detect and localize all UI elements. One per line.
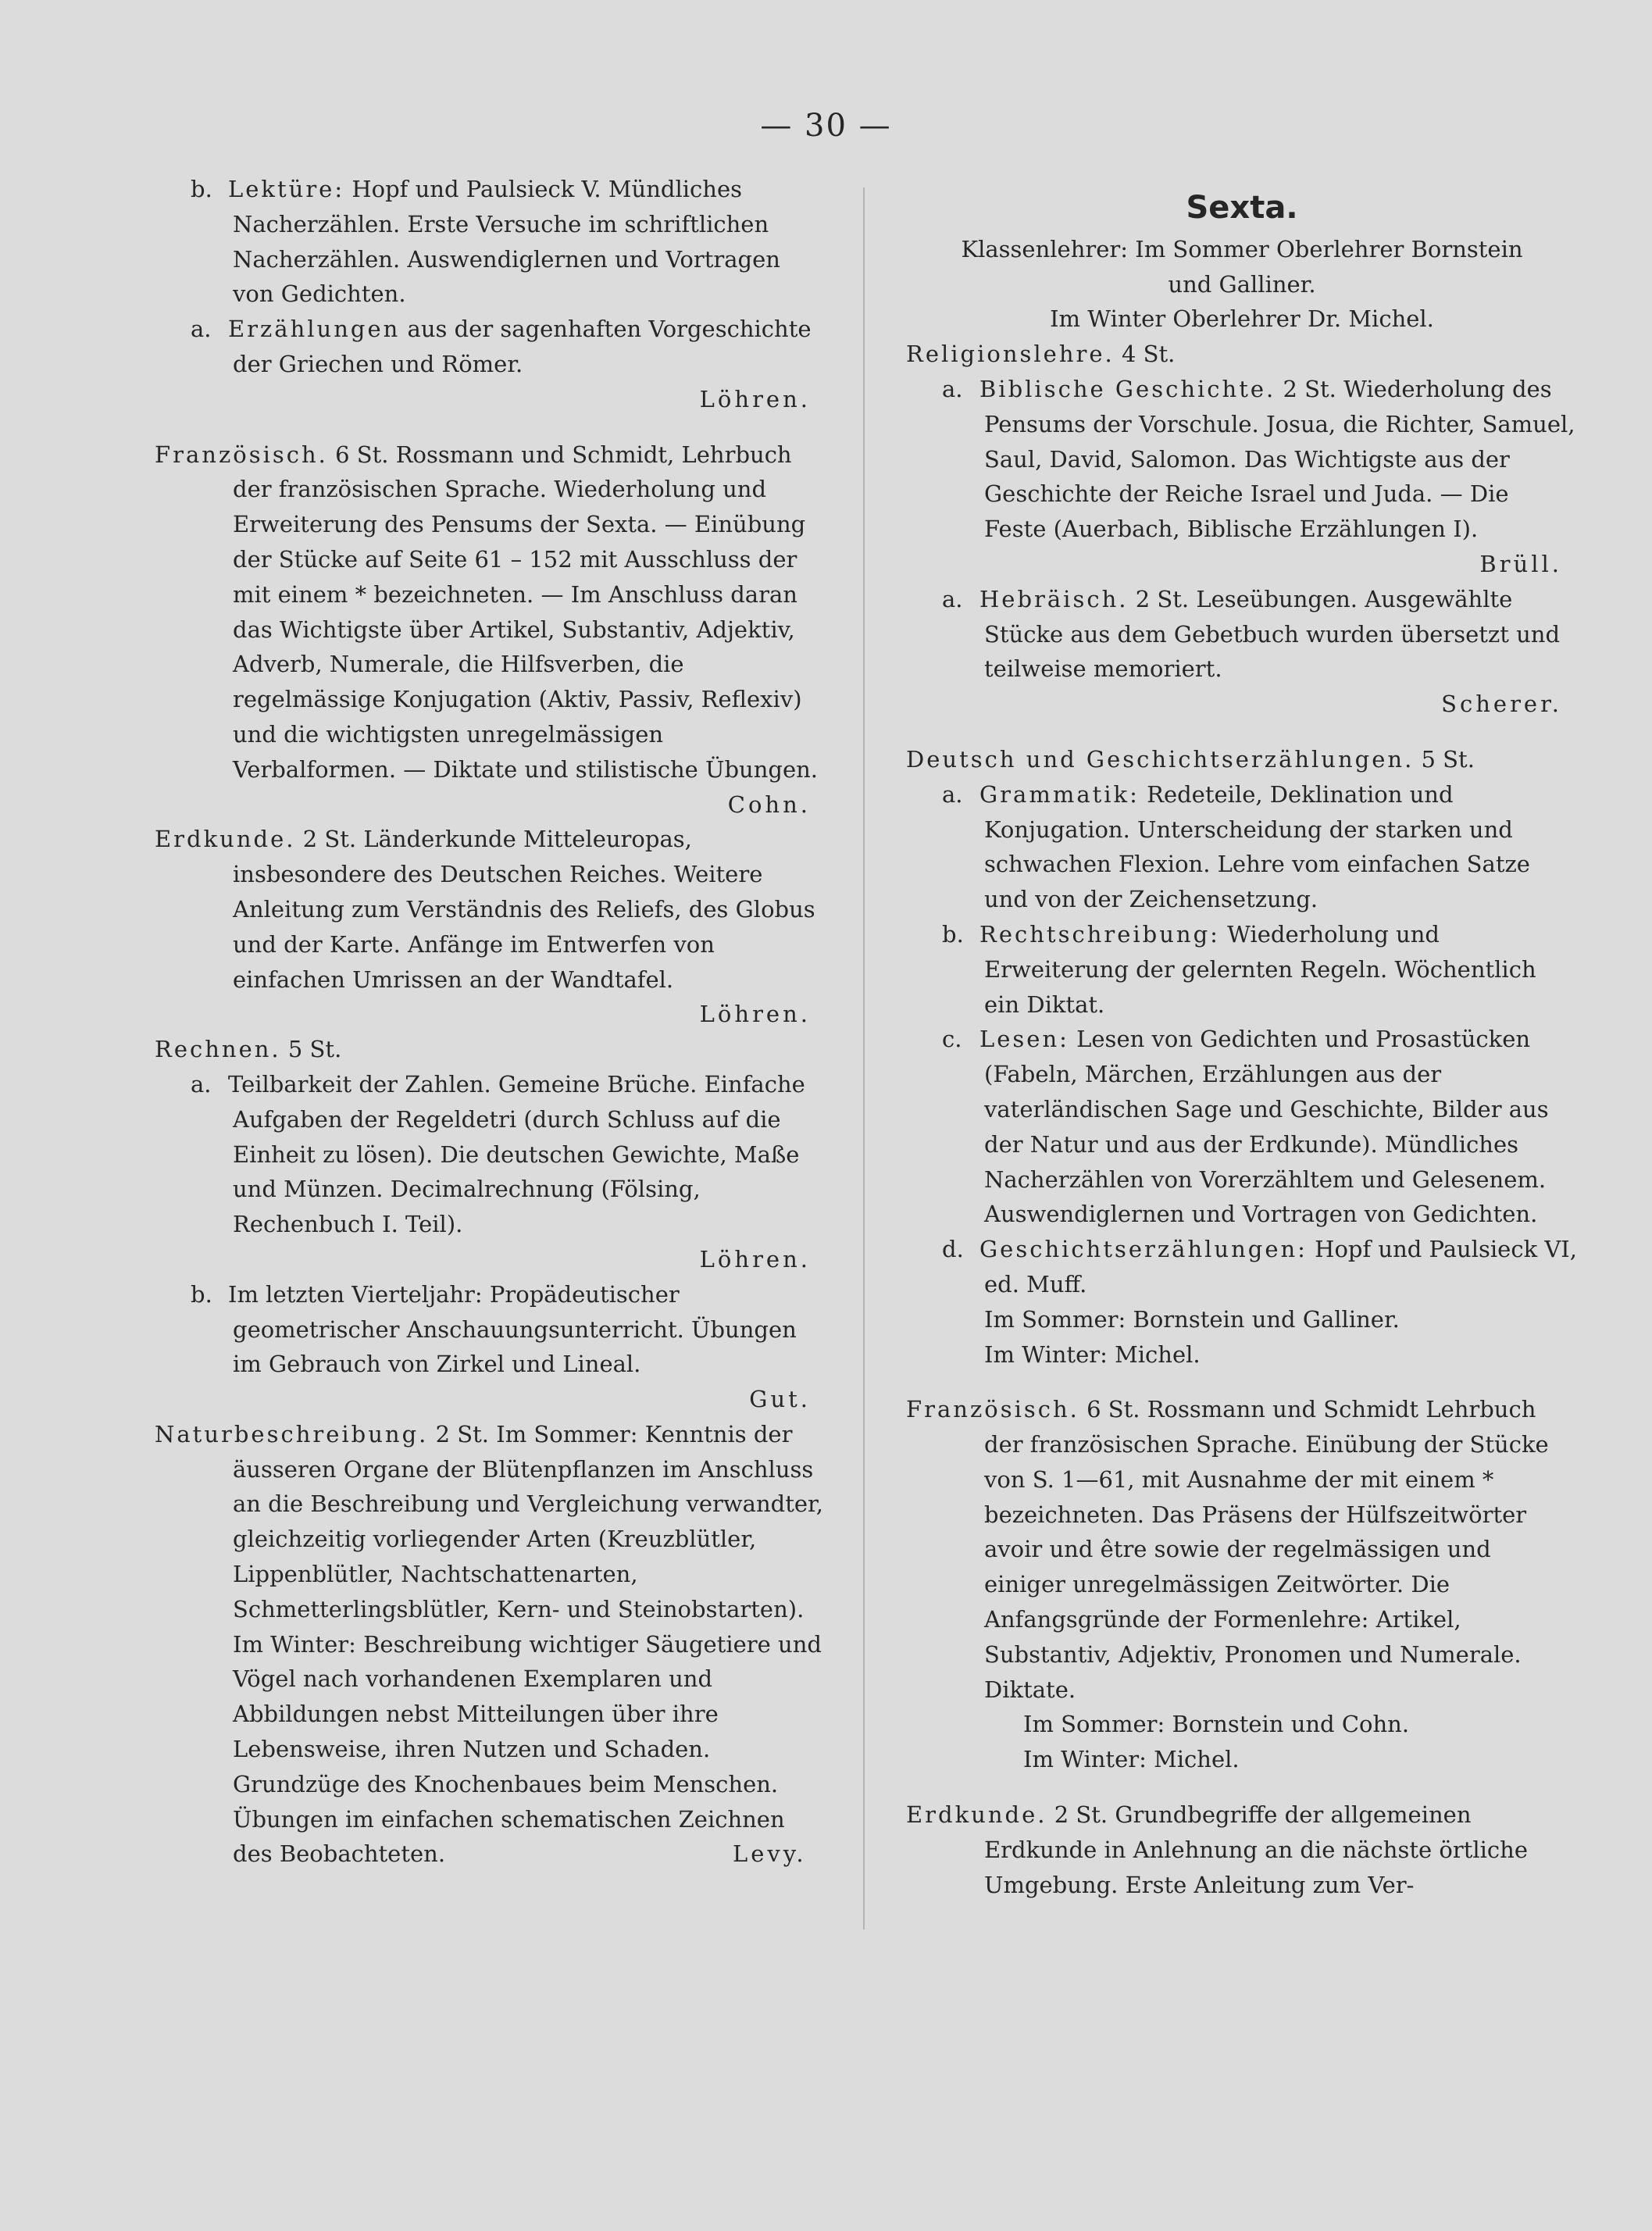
subject-title: Französisch. xyxy=(155,441,328,468)
subject-title: Deutsch und Geschichtserzählungen. xyxy=(906,745,1415,773)
subject-text: 6 St. Rossmann und Schmidt, Lehrbuch der französischen Sprache. Wiederholung und Erweiterung des Pensums der Sexta. — Einübung der Stücke auf Seite 61 – 152 mit Ausschluss der mit einem * bezeichneten. — Im Anschluss daran das Wichtigste über Artikel, Substantiv, Adjektiv, Adverb, Numerale, die Hilfsverben, die regelmässige Konjugation (Aktiv, Passiv, Reflexiv) und die wichtigsten unregelmässigen Verbalformen. — Diktate und stilistische Übungen. xyxy=(233,441,819,783)
section-erdkunde xyxy=(155,822,826,997)
right-column xyxy=(906,191,1578,1902)
item-text: Hopf und Paulsieck VI, ed. Muff. xyxy=(984,1236,1577,1298)
section-deutsch-d xyxy=(906,1232,1578,1302)
section-erdkunde-sexta xyxy=(906,1797,1578,1902)
subject-hours: 4 St. xyxy=(1121,341,1176,368)
klassenlehrer-line-1: Klassenlehrer: Im Sommer Oberlehrer Bornstein xyxy=(961,235,1523,262)
section-erzaehlungen xyxy=(155,312,826,382)
class-title: Sexta. xyxy=(1186,190,1298,226)
item-label: a. xyxy=(942,585,963,612)
teacher-signature: Scherer. xyxy=(1441,691,1562,718)
subject-text: 6 St. Rossmann und Schmidt Lehrbuch der französischen Sprache. Einübung der Stücke von S. 1—61, mit Ausnahme der mit einem * bezeichneten. Das Präsens der Hülfszeitwörter avoir und être sowie der regelmässigen und einiger unregelmässigen Zeitwörter. Die Anfangsgründe der Formenlehre: Artikel, Substantiv, Adjektiv, Pronomen und Numerale. Diktate. xyxy=(984,1396,1549,1703)
subject-text: 2 St. Länderkunde Mitteleuropas, insbesondere des Deutschen Reiches. Weitere Anleitung zum Verständnis des Reliefs, des Globus und der Karte. Anfänge im Entwerfen von einfachen Umrissen an der Wandtafel. xyxy=(233,826,815,993)
column-divider xyxy=(863,187,865,1929)
section-deutsch-b xyxy=(906,917,1578,1022)
item-title: Biblische Geschichte. xyxy=(979,375,1276,402)
deutsch-summer-teachers: Im Sommer: Bornstein und Galliner. xyxy=(984,1305,1400,1333)
teacher-signature: Cohn. xyxy=(727,791,811,818)
section-deutsch-c xyxy=(906,1022,1578,1232)
subject-hours: 5 St. xyxy=(1421,745,1475,773)
item-label: a. xyxy=(942,375,963,402)
teacher-signature: Löhren. xyxy=(699,385,811,412)
item-text: Im letzten Vierteljahr: Propädeutischer geometrischer Anschauungsunterricht. Übungen im Gebrauch von Zirkel und Lineal. xyxy=(228,1280,797,1378)
section-franzoesisch xyxy=(155,437,826,787)
section-religion-a1 xyxy=(906,372,1578,547)
page-number: — 30 — xyxy=(760,108,892,144)
left-column xyxy=(155,172,826,1872)
subject-text: 2 St. Grundbegriffe der allgemeinen Erdkunde in Anlehnung an die nächste örtliche Umgebung. Erste Anleitung zum Ver- xyxy=(984,1801,1528,1898)
section-deutsch xyxy=(906,742,1578,777)
subject-title: Erdkunde. xyxy=(906,1801,1047,1829)
section-deutsch-a xyxy=(906,777,1578,917)
item-label: c. xyxy=(942,1026,962,1053)
teacher-signature: Gut. xyxy=(749,1386,811,1413)
section-rechnen-a xyxy=(155,1067,826,1242)
item-text: aus der sagenhaften Vorgeschichte der Griechen und Römer. xyxy=(233,316,812,377)
teacher-signature: Brüll. xyxy=(1479,550,1562,577)
section-rechnen-b xyxy=(155,1277,826,1382)
subject-hours: 5 St. xyxy=(287,1036,342,1063)
item-text: Lesen von Gedichten und Prosastücken (Fabeln, Märchen, Erzählungen aus der vaterländischen Sage und Geschichte, Bilder aus der Natur und aus der Erdkunde). Mündliches Nacherzählen von Vorerzähltem und Gelesenem. Auswendiglernen und Vortragen von Gedichten. xyxy=(984,1026,1549,1228)
section-franzoesisch-sexta xyxy=(906,1392,1578,1707)
item-title: Geschichtserzählungen: xyxy=(979,1236,1308,1263)
item-title: Grammatik: xyxy=(979,780,1140,808)
item-label: d. xyxy=(942,1236,964,1263)
item-text: Redeteile, Deklination und Konjugation. Unterscheidung der starken und schwachen Flexion. Lehre vom einfachen Satze und von der Zeichensetzung. xyxy=(984,780,1530,913)
section-religion xyxy=(906,337,1578,372)
item-text: 2 St. Leseübungen. Ausgewählte Stücke aus dem Gebetbuch wurden übersetzt und teilweise memoriert. xyxy=(984,585,1561,683)
section-religion-a2 xyxy=(906,582,1578,687)
item-text: Wiederholung und Erweiterung der gelernten Regeln. Wöchentlich ein Diktat. xyxy=(984,920,1536,1018)
teacher-signature: Levy. xyxy=(733,1840,807,1868)
item-label: a. xyxy=(191,1070,212,1098)
franz-summer-teachers: Im Sommer: Bornstein und Cohn. xyxy=(1023,1711,1410,1738)
item-label: b. xyxy=(942,920,964,948)
subject-text: 2 St. Im Sommer: Kenntnis der äusseren Organe der Blütenpflanzen im Anschluss an die Beschreibung und Vergleichung verwandter, gleichzeitig vorliegender Arten (Kreuzblütler, Lippenblütler, Nachtschattenarten, Schmetterlingsblütler, Kern- und Steinobstarten). Im Winter: Beschreibung wichtiger Säugetiere und Vögel nach vorhandenen Exemplaren und Abbildungen nebst Mitteilungen über ihre Lebensweise, ihren Nutzen und Schaden. Grundzüge des Knochenbaues beim Menschen. Übungen im einfachen schematischen Zeichnen des Beobachteten. xyxy=(233,1420,823,1868)
subject-title: Erdkunde. xyxy=(155,826,296,853)
item-text: Teilbarkeit der Zahlen. Gemeine Brüche. Einfache Aufgaben der Regeldetri (durch Schluss auf die Einheit zu lösen). Die deutschen Gewichte, Maße und Münzen. Decimalrechnung (Fölsing, Rechenbuch I. Teil). xyxy=(228,1070,805,1238)
item-title: Lesen: xyxy=(979,1026,1069,1053)
subject-title: Französisch. xyxy=(906,1396,1079,1423)
deutsch-winter-teachers: Im Winter: Michel. xyxy=(984,1340,1201,1368)
item-label: a. xyxy=(191,316,212,343)
subject-title: Religionslehre. xyxy=(906,341,1115,368)
subject-title: Rechnen. xyxy=(155,1036,281,1063)
item-label: b. xyxy=(191,1280,212,1308)
item-title: Rechtschreibung: xyxy=(979,920,1220,948)
teacher-signature: Löhren. xyxy=(699,1245,811,1273)
klassenlehrer-line-2: und Galliner. xyxy=(1168,270,1316,298)
klassenlehrer-line-3: Im Winter Oberlehrer Dr. Michel. xyxy=(1050,305,1434,333)
item-title: Lektüre: xyxy=(228,176,345,202)
section-lekture xyxy=(155,172,826,312)
teacher-signature: Löhren. xyxy=(699,1001,811,1028)
item-title: Hebräisch. xyxy=(979,585,1129,612)
item-label: b. xyxy=(191,176,212,202)
section-rechnen xyxy=(155,1032,826,1067)
item-label: a. xyxy=(942,780,963,808)
item-text: Hopf und Paulsieck V. Mündliches Nacherzählen. Erste Versuche im schriftlichen Nacherzählen. Auswendiglernen und Vortragen von Gedichten. xyxy=(233,176,780,308)
subject-title: Naturbeschreibung. xyxy=(155,1420,429,1447)
item-text: 2 St. Wiederholung des Pensums der Vorschule. Josua, die Richter, Samuel, Saul, David, Salomon. Das Wichtigste aus der Geschichte der Reiche Israel und Juda. — Die Feste (Auerbach, Biblische Erzählungen I). xyxy=(984,375,1575,543)
item-title: Erzählungen xyxy=(228,316,401,343)
section-naturbeschreibung xyxy=(155,1417,826,1872)
franz-winter-teachers: Im Winter: Michel. xyxy=(1023,1746,1240,1773)
